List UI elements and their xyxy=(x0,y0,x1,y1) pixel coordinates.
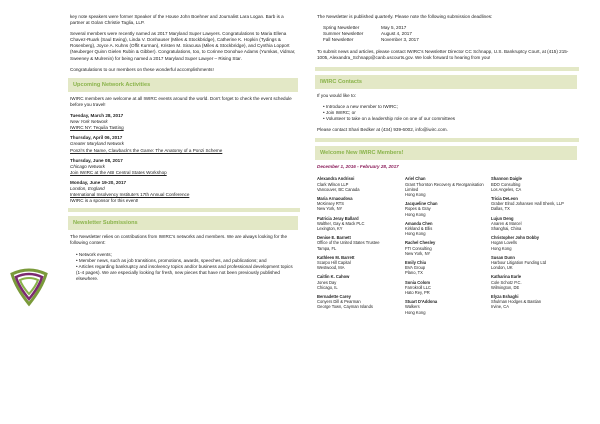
submit-paragraph: To submit news and articles, please contact IWIRC's Newsletter Director CC Schnapp, U.S. Bankruptcy Court, at (415) 215-1005, Alexandra_Schnapp@canb.uscourts.gov. We look forward to hearing from you! xyxy=(317,49,569,61)
event-item xyxy=(70,113,298,131)
member-entry xyxy=(317,235,405,251)
member-org: Shulman Hodges & Bastian xyxy=(491,299,542,305)
deadlines-list xyxy=(323,25,577,43)
member-name: Lujun Deng xyxy=(491,215,514,221)
event-date: Thursday, June 08, 2017 xyxy=(70,157,123,163)
event-link[interactable]: International Insolvency Institute's 17th Annual Conference xyxy=(70,192,190,198)
super-lawyers-paragraph: Several members were recently named as 2017 Maryland Super Lawyers. Congratulations to Maria Ellena Chavez-Ruark (Saul Ewing), Linda V. Donhauser (Miles & Stockbridge), Catherine K. Hopkin (Tydings & Rosenberg), Joyce A. Kuhns (Offit Kurman), Kristen M. Siracusa (Miles & Stockbridge), and Cynthia Lopport (Neuberger Quinn Gielen Rubin & Gibber). Congratulations, too, to Corinne Donohue Adams (Yumkas, Vidmar, Sweeney & Mulrenin) for being named a 2017 Maryland Super Lawyer – Rising Star. xyxy=(70,31,296,61)
event-date: Tuesday, March 28, 2017 xyxy=(70,113,124,119)
contacts-list xyxy=(317,104,577,122)
events-header: Upcoming Network Activities xyxy=(68,78,298,92)
member-name: Shannon Daigle xyxy=(491,176,522,182)
events-intro: IWIRC members are welcome at all IWIRC events around the world. Don't forget to check the event schedule before you travel! xyxy=(70,95,292,107)
left-column xyxy=(70,14,298,287)
member-org: Walkers xyxy=(405,304,420,310)
member-entry xyxy=(405,176,491,197)
event-item xyxy=(70,180,298,204)
contacts-header: IWIRC Contacts xyxy=(315,75,577,89)
member-name: Jacqueline Chan xyxy=(405,201,438,207)
members-column xyxy=(317,176,405,318)
member-location: Lexington, KY xyxy=(317,225,343,231)
member-entry xyxy=(491,294,577,310)
event-date: Monday, June 19-20, 2017 xyxy=(70,179,127,185)
member-entry xyxy=(317,274,405,290)
member-org: Clark Wilson LLP xyxy=(317,181,349,187)
event-place: Greater Maryland Network xyxy=(70,141,124,147)
member-location: Hong Kong xyxy=(405,211,426,217)
member-name: Katharina Earle xyxy=(491,274,522,280)
member-org: Anaren & Marcel xyxy=(491,220,522,226)
member-location: New York, NY xyxy=(317,206,343,212)
member-org: Ropes & Gray xyxy=(405,206,431,212)
member-location: Dallas, TX xyxy=(491,206,510,212)
contacts-item: • Introduce a new member to IWIRC; xyxy=(323,104,577,110)
member-entry xyxy=(491,235,577,251)
member-entry xyxy=(317,216,405,232)
member-name: Emily Chiu xyxy=(405,259,427,265)
member-location: George Town, Cayman Islands xyxy=(317,304,373,310)
member-org: Conyers Dill & Pearman xyxy=(317,299,361,305)
member-name: Bernadette Carey xyxy=(317,293,351,299)
contacts-item: • Join IWIRC; or xyxy=(323,110,577,116)
event-item xyxy=(70,158,298,176)
member-name: Ariel Chan xyxy=(405,176,426,182)
member-location: Shanghai, China xyxy=(491,225,522,231)
member-org: Scarpo Hill Capital xyxy=(317,259,351,265)
member-location: Hong Kong xyxy=(405,231,426,237)
member-name: Patricia Jeray Ballard xyxy=(317,215,359,221)
intro-paragraph: key note speakers were former Speaker of the House John Boehner and Journalist Lara Logan. Barb is a partner at Golan Christie Taglia, LLP. xyxy=(70,14,284,26)
member-name: Maria Arnaoudova xyxy=(317,195,353,201)
submissions-intro: The Newsletter relies on contributions from IWIRC's networks and members. We are always looking for the following content: xyxy=(70,234,288,246)
member-entry xyxy=(317,255,405,271)
member-name: Susan Dunn xyxy=(491,254,515,260)
event-link[interactable]: IWIRC NY: Tequila Tasting xyxy=(70,125,124,131)
member-entry xyxy=(491,176,577,192)
member-entry xyxy=(491,255,577,271)
submissions-item: • Articles regarding bankruptcy and insolvency topics and/or business and professional development topics (1-4 pages). We are especially looking for fresh, new pieces that have not been previously published elsewhere. xyxy=(76,264,298,282)
member-entry xyxy=(317,176,405,192)
deadline-season: Summer Newsletter xyxy=(323,31,364,37)
contacts-contact: Please contact Shari Bedker at (434) 939-6002, info@iwirc.com. xyxy=(317,127,448,133)
published-paragraph: The Newsletter is published quarterly. Please note the following submission deadlines: xyxy=(317,14,493,19)
right-column xyxy=(317,14,577,319)
member-location: Irvine, CA xyxy=(491,304,509,310)
member-name: Sonia Colom xyxy=(405,279,431,285)
event-place: New York Network xyxy=(70,119,108,125)
submissions-item: • Network events; xyxy=(76,252,298,258)
member-location: Hato Rey, PR xyxy=(405,289,430,295)
contacts-item: • Volunteer to take on a leadership role on one of our committees xyxy=(323,116,577,122)
member-entry xyxy=(405,299,491,315)
member-org: McKinsey RTS xyxy=(317,201,344,207)
deadline-date: November 3, 2017 xyxy=(381,37,419,43)
member-entry xyxy=(405,280,491,296)
member-entry xyxy=(405,260,491,276)
member-location: Wilmington, DE xyxy=(491,284,520,290)
members-date-range: December 1, 2016 - February 28, 2017 xyxy=(317,164,399,170)
member-entry xyxy=(405,240,491,256)
member-name: Tricia DeLeon xyxy=(491,195,518,201)
deadline-row xyxy=(323,37,577,43)
member-name: Christopher John Dobby xyxy=(491,235,539,241)
section-divider xyxy=(315,67,579,71)
member-entry xyxy=(491,274,577,290)
member-org: Jones Day xyxy=(317,279,337,285)
member-entry xyxy=(405,201,491,217)
member-entry xyxy=(491,196,577,212)
member-org: Grant Thornton Recovery & Reorganisation Limited xyxy=(405,181,484,192)
event-date: Thursday, April 06, 2017 xyxy=(70,135,123,141)
member-location: Westwood, MA xyxy=(317,265,345,271)
submissions-list xyxy=(70,252,298,282)
event-item xyxy=(70,135,298,153)
member-org: Hogan Lovells xyxy=(491,240,517,246)
member-entry xyxy=(317,196,405,212)
event-link[interactable]: Join IWIRC at the ABI Central States Workshop xyxy=(70,169,167,175)
member-name: Rachel Chesley xyxy=(405,240,436,246)
deadline-date: August 4, 2017 xyxy=(381,31,412,37)
member-name: Elyza Eshaghi xyxy=(491,293,519,299)
event-note: IWIRC is a sponsor for this event! xyxy=(70,198,139,204)
members-header: Welcome New IWIRC Members! xyxy=(315,146,577,160)
member-location: Hong Kong xyxy=(491,245,512,251)
contacts-intro: If you would like to: xyxy=(317,92,357,98)
member-name: Caitlin K. Cahow xyxy=(317,274,350,280)
deadline-season: Spring Newsletter xyxy=(323,25,360,31)
event-place: Chicago Network xyxy=(70,163,105,169)
member-entry xyxy=(491,216,577,232)
section-divider xyxy=(68,208,300,212)
member-location: Chicago, IL xyxy=(317,284,338,290)
members-grid xyxy=(317,176,577,318)
member-org: FTI Consulting xyxy=(405,245,432,251)
submissions-header: Newsletter Submissions xyxy=(68,216,298,230)
member-name: Stuart D'Addona xyxy=(405,299,438,305)
member-entry xyxy=(405,221,491,237)
member-location: Vancouver, BC Canada xyxy=(317,186,360,192)
member-location: Los Angeles, CA xyxy=(491,186,522,192)
member-location: Plano, TX xyxy=(405,270,423,276)
deadline-season: Fall Newsletter xyxy=(323,37,354,43)
member-name: Alexandra Andrisoi xyxy=(317,176,355,182)
member-location: Hong Kong xyxy=(405,191,426,197)
member-org: Harbour Litigation Funding Ltd xyxy=(491,259,547,265)
member-org: Office of the United States Trustee xyxy=(317,240,380,246)
member-org: Farrokroll LLC xyxy=(405,284,431,290)
member-name: Kathleen M. Barrett xyxy=(317,254,355,260)
member-org: BDO Consulting xyxy=(491,181,521,187)
member-org: BVA Group xyxy=(405,265,426,271)
member-location: London, UK xyxy=(491,265,513,271)
members-column xyxy=(405,176,491,318)
congrats-paragraph: Congratulations to our members on these wonderful accomplishments! xyxy=(70,66,214,72)
deadline-date: May 5, 2017 xyxy=(381,25,407,31)
event-place: London, England xyxy=(70,185,105,191)
member-org: Graber Elrod Johansen Hall Shenk, LLP xyxy=(491,201,564,207)
member-org: Kirkland & Ellis xyxy=(405,225,433,231)
member-name: Amanda Chen xyxy=(405,220,433,226)
submissions-item: • Member news, such as job transitions, promotions, awards, speeches, and publications; and xyxy=(76,258,298,264)
member-location: Hong Kong xyxy=(405,309,426,315)
section-divider xyxy=(315,138,579,142)
member-location: Tampa, FL xyxy=(317,245,337,251)
member-name: Denise E. Barnett xyxy=(317,235,351,241)
iwirc-logo-icon xyxy=(8,268,50,308)
member-entry xyxy=(317,294,405,310)
member-org: Cole Schotz P.C. xyxy=(491,279,522,285)
member-location: New York, NY xyxy=(405,250,431,256)
members-column xyxy=(491,176,577,318)
member-org: Walther, Gay & Mack PLC xyxy=(317,220,365,226)
event-link[interactable]: Ponzi's the Name, Clawback's the Game: The Anatomy of a Ponzi Scheme xyxy=(70,147,223,153)
